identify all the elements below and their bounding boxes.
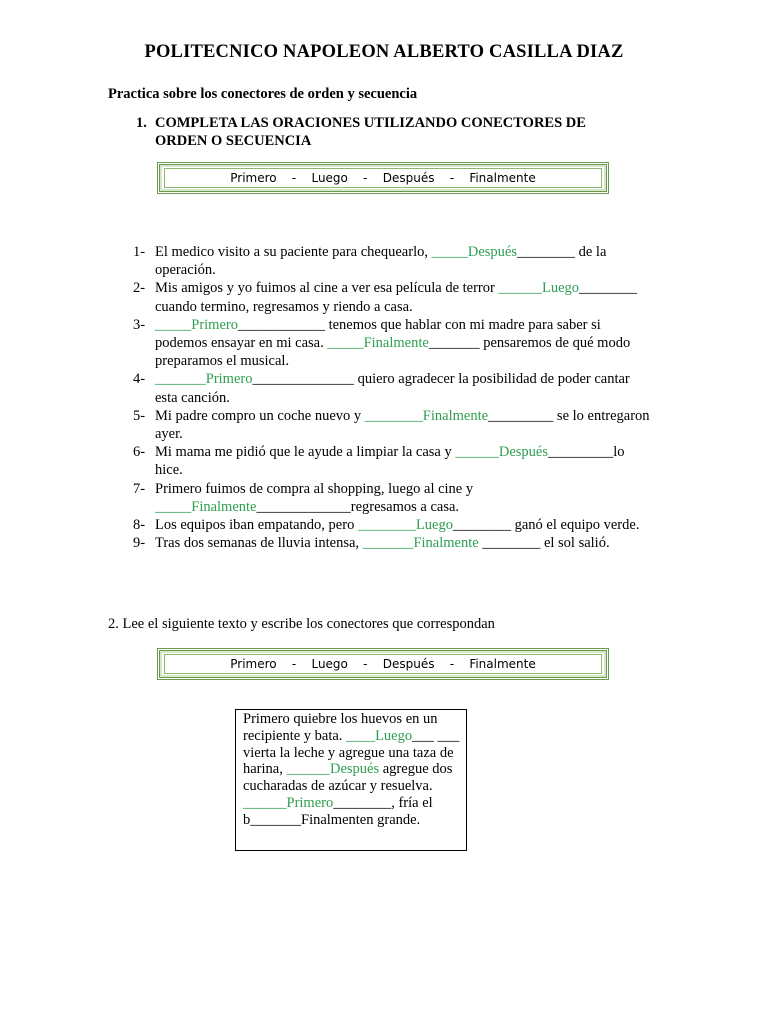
text-segment: agregue dos cucharadas de azúcar y resuelva. bbox=[243, 761, 453, 795]
item-text: Mi padre compro un coche nuevo y bbox=[155, 407, 365, 424]
list-item bbox=[133, 534, 653, 552]
text-answer[interactable]: ____Luego bbox=[346, 727, 413, 744]
item-text: Mis amigos y yo fuimos al cine a ver esa película de terror bbox=[155, 280, 499, 297]
section1-instruction-text: COMPLETA LAS ORACIONES UTILIZANDO CONECTORES DE ORDEN O SECUENCIA bbox=[155, 115, 586, 149]
subtitle: Practica sobre los conectores de orden y secuencia bbox=[108, 86, 418, 102]
sentence-list bbox=[133, 243, 653, 552]
item-answer[interactable]: _____Primero bbox=[155, 316, 238, 333]
item-text: ________ el sol salió. bbox=[478, 535, 610, 552]
item-text: Primero fuimos de compra al shopping, luego al cine y bbox=[155, 480, 474, 497]
list-item bbox=[133, 407, 653, 443]
item-text: ________ ganó el equipo verde. bbox=[453, 517, 640, 534]
word-bank-box-2 bbox=[157, 648, 609, 680]
item-text: Los equipos iban empatando, pero bbox=[155, 517, 358, 534]
item-answer[interactable]: _____Después bbox=[431, 244, 517, 260]
item-answer[interactable]: _______Primero bbox=[155, 371, 253, 388]
text-segment: ________, fría el b_______Finalmenten grande. bbox=[243, 794, 433, 828]
item-number: 3- bbox=[133, 316, 146, 333]
item-number: 4- bbox=[133, 371, 146, 388]
text-answer[interactable]: ______Primero bbox=[243, 794, 334, 811]
section2-instruction: 2. Lee el siguiente texto y escribe los conectores que correspondan bbox=[108, 616, 495, 632]
item-answer[interactable]: ________Luego bbox=[357, 517, 453, 534]
item-text: Tras dos semanas de lluvia intensa, bbox=[155, 535, 363, 552]
item-text: ____________ tenemos que hablar con mi madre para saber si podemos ensayar en mi casa. bbox=[155, 316, 601, 352]
item-text: _________lo hice. bbox=[155, 444, 625, 479]
item-text: Mi mama me pidió que le ayude a limpiar la casa y bbox=[155, 444, 456, 461]
item-text: El medico visito a su paciente para chequearlo, bbox=[155, 244, 432, 260]
list-item bbox=[133, 443, 653, 479]
word-bank-2: Primero - Luego - Después - Finalmente bbox=[164, 654, 602, 674]
item-text: ________ de la operación. bbox=[155, 244, 607, 279]
text-answer[interactable]: ______Después bbox=[286, 761, 380, 778]
item-number: 7- bbox=[133, 480, 146, 497]
item-answer[interactable]: ______Luego bbox=[498, 280, 580, 297]
item-text: ________ cuando termino, regresamos y riendo a casa. bbox=[155, 280, 638, 315]
item-text: _______ pensaremos de qué modo preparamos el musical. bbox=[155, 335, 631, 370]
item-text: _____________regresamos a casa. bbox=[256, 498, 460, 515]
item-text: ______________ quiero agradecer la posibilidad de poder cantar esta canción. bbox=[155, 371, 630, 406]
list-item bbox=[133, 370, 653, 406]
word-bank-1: Primero - Luego - Después - Finalmente bbox=[164, 168, 602, 188]
text-segment: ___ ___ vierta la leche y agregue una taza de harina, bbox=[243, 727, 460, 778]
item-number: 8- bbox=[133, 517, 146, 534]
item-text: _________ se lo entregaron ayer. bbox=[155, 407, 650, 443]
item-answer[interactable]: ______Después bbox=[455, 444, 549, 461]
item-number: 5- bbox=[133, 407, 146, 424]
word-bank-box-1 bbox=[157, 162, 609, 194]
section1-instruction bbox=[108, 114, 628, 150]
item-number: 9- bbox=[133, 535, 146, 552]
item-answer[interactable]: _____Finalmente bbox=[155, 498, 257, 515]
list-item bbox=[133, 243, 653, 279]
list-item bbox=[133, 279, 653, 315]
item-answer[interactable]: _____Finalmente bbox=[327, 335, 429, 352]
item-number: 6- bbox=[133, 444, 146, 461]
list-item bbox=[133, 480, 653, 516]
reading-text-box bbox=[235, 709, 467, 851]
item-answer[interactable]: ________Finalmente bbox=[364, 407, 489, 424]
item-number: 1- bbox=[133, 244, 146, 260]
page-title: POLITECNICO NAPOLEON ALBERTO CASILLA DIAZ bbox=[144, 42, 624, 62]
text-segment: Primero quiebre los huevos en un recipiente y bata. bbox=[243, 711, 438, 744]
list-item bbox=[133, 516, 653, 534]
section1-number: 1. bbox=[136, 115, 147, 131]
list-item bbox=[133, 316, 653, 371]
item-number: 2- bbox=[133, 280, 146, 297]
item-answer[interactable]: _______Finalmente bbox=[362, 535, 479, 552]
